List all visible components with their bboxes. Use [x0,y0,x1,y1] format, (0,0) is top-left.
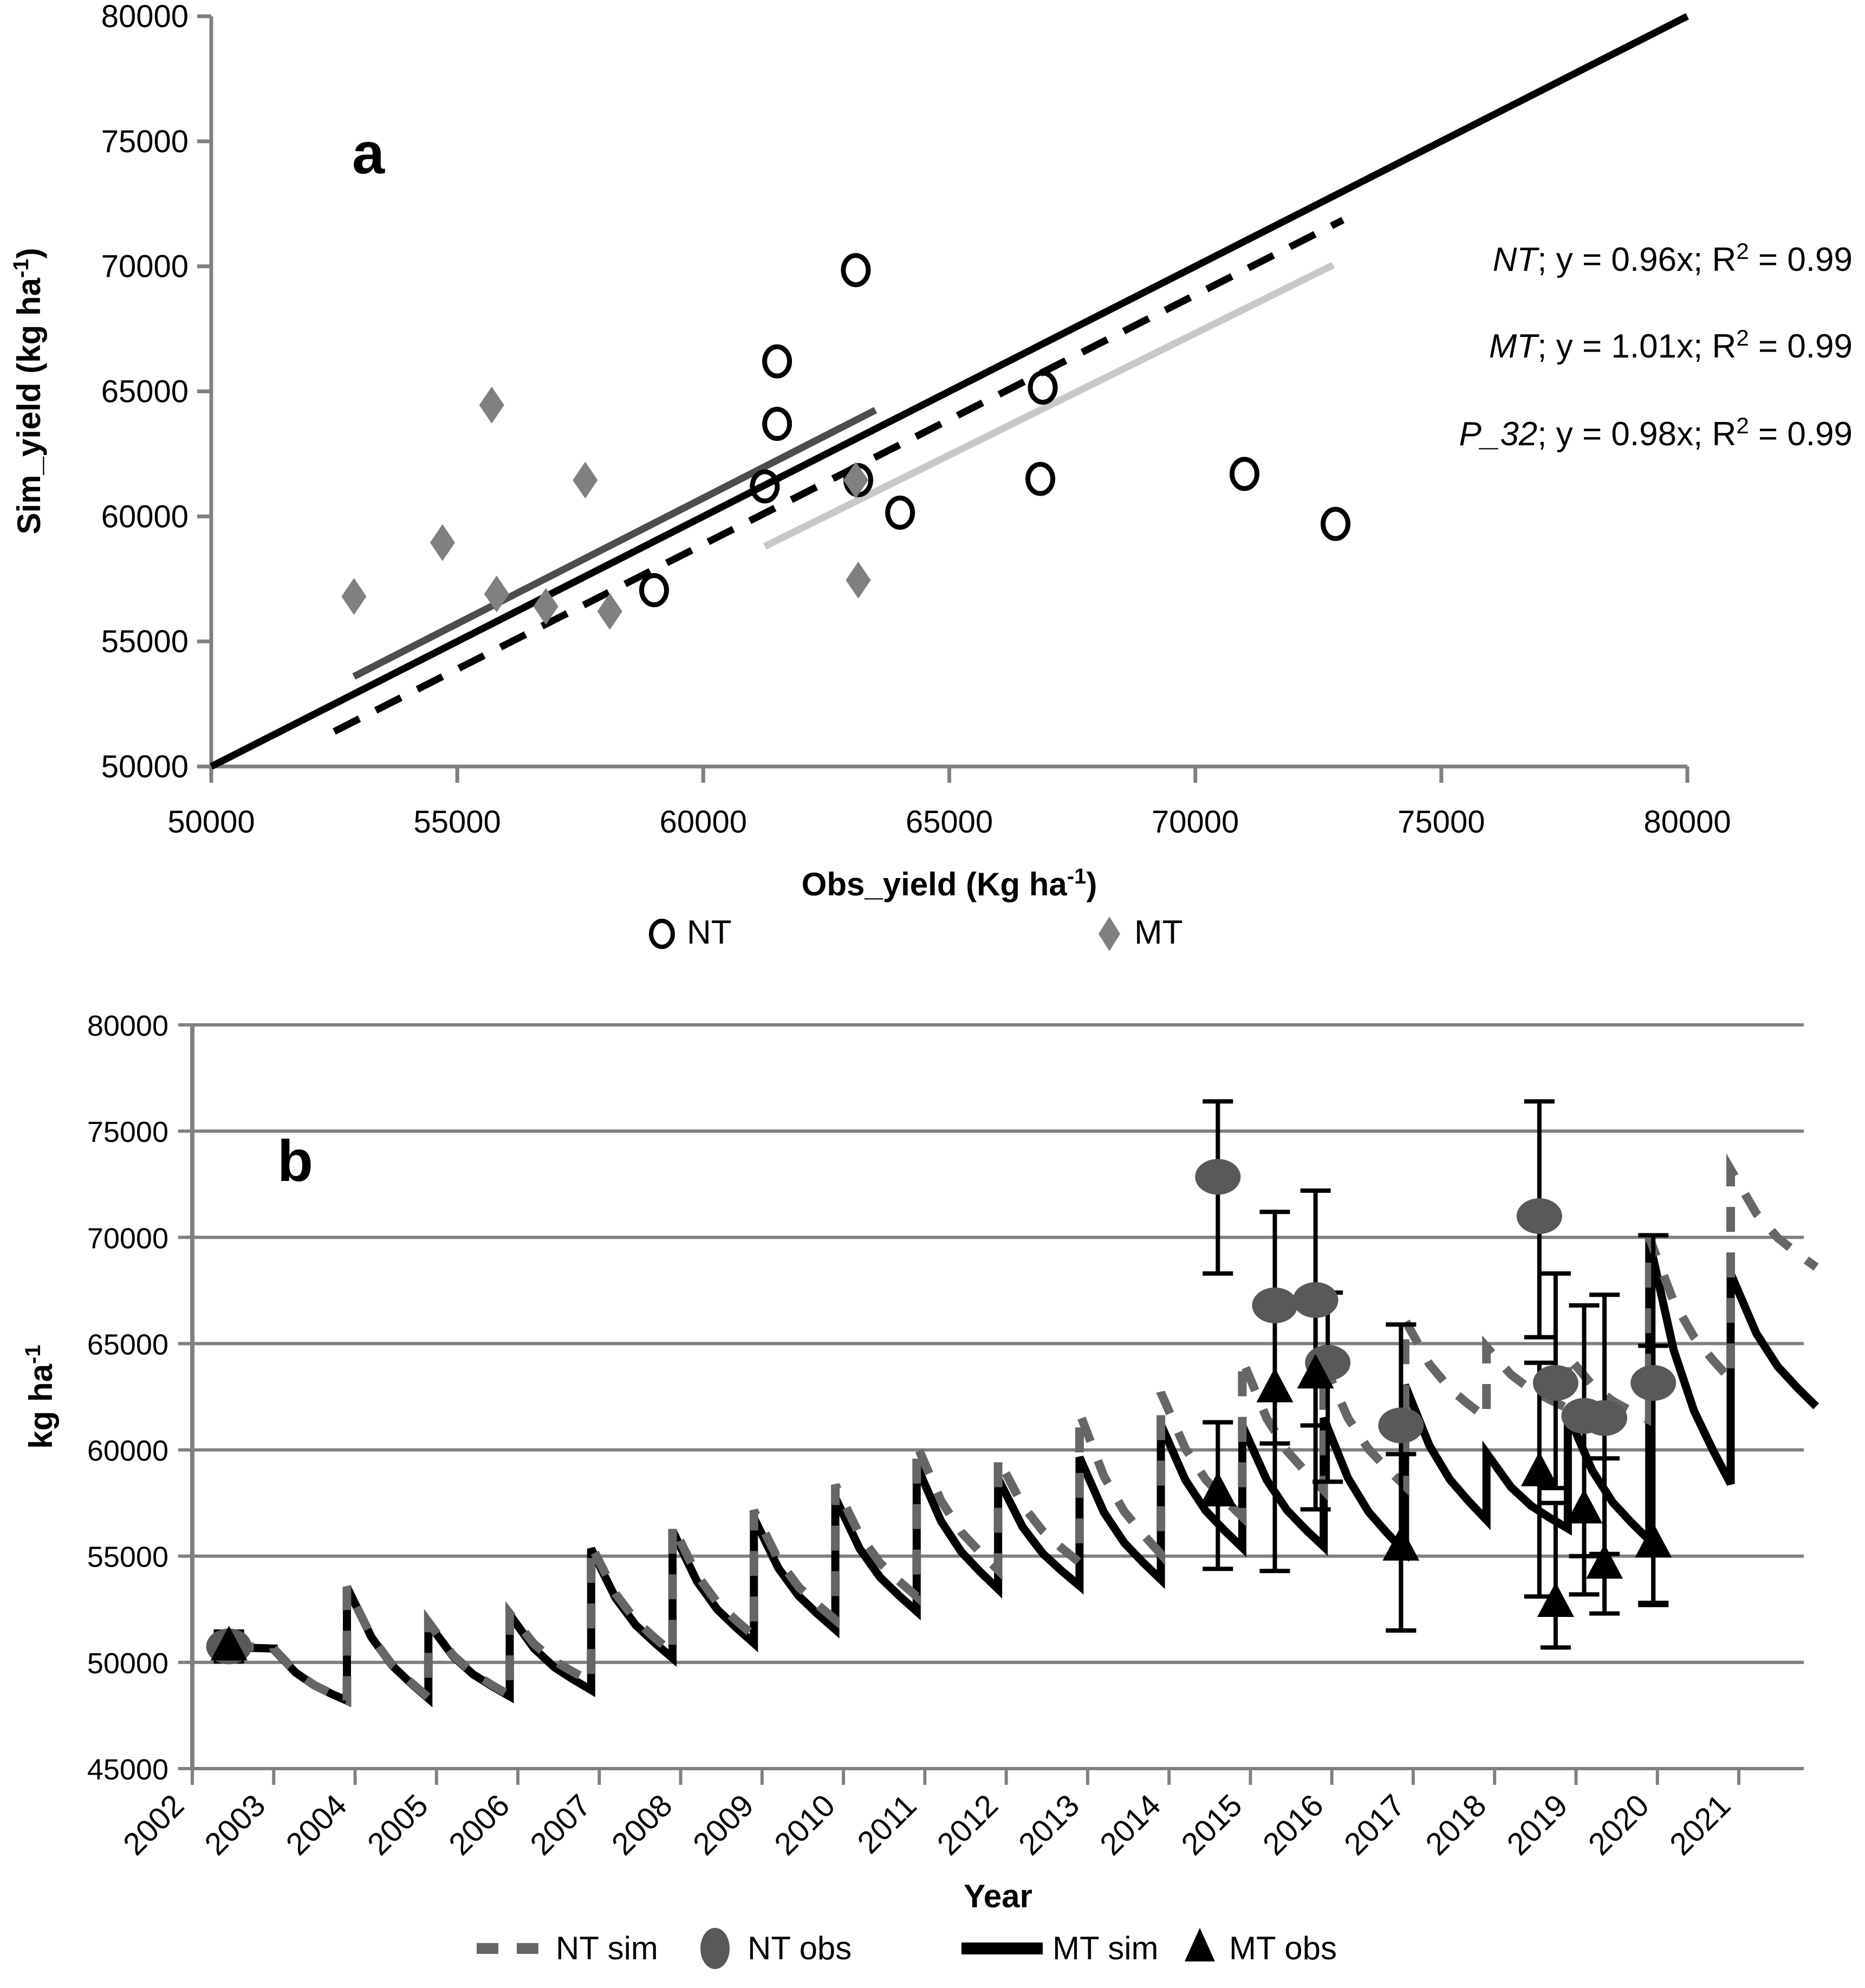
panel-b-x-axis-title: Year [964,1878,1032,1914]
panel-a-point-nt [1028,464,1053,493]
panel-b-point-nt-obs [1517,1198,1562,1234]
panel-b-legend-mt-obs-icon [1185,1928,1215,1961]
panel-b-point-nt-obs [1195,1159,1240,1194]
panel-b-x-tick-label: 2010 [768,1788,842,1862]
panel-a-fit-line [765,265,1333,546]
panel-b-y-tick-label: 55000 [87,1541,168,1574]
panel-b-point-nt-obs [1582,1400,1627,1436]
panel-a-point-mt [479,387,504,424]
panel-a-point-nt [765,410,790,439]
panel-a-point-nt [1232,459,1257,489]
panel-b-x-tick-label: 2016 [1256,1788,1330,1862]
panel-b-legend-nt-obs-label: NT obs [748,1930,852,1966]
panel-a-y-tick-label: 60000 [101,499,189,535]
panel-b-x-tick-label: 2008 [605,1788,679,1862]
panel-a-x-tick-label: 80000 [1643,804,1731,840]
panel-a-point-mt [846,562,870,599]
panel-a-x-tick-label: 65000 [905,804,993,840]
panel-b-x-tick-label: 2003 [198,1788,272,1862]
panel-b-x-tick-label: 2020 [1581,1788,1656,1862]
panel-a-x-tick-label: 60000 [659,804,747,840]
panel-b-y-tick-label: 75000 [87,1116,168,1149]
panel-a-nt-eq: NT; y = 0.96x; $R^2 = 0.99$ [1492,238,1853,278]
panel-a-point-nt [642,576,667,605]
panel-a-y-tick-label: 55000 [101,624,189,660]
panel-a [9,0,1853,951]
panel-a-y-axis-title-text: Sim_yield (kg $ha^{-1}$) [9,248,47,535]
panel-b-x-tick-label: 2019 [1500,1788,1575,1862]
panel-b-point-nt-obs [1630,1365,1676,1401]
panel-a-fit-line [334,220,1343,731]
panel-b-point-mt-obs [1586,1544,1623,1578]
panel-a-x-tick-label: 70000 [1152,804,1239,840]
panel-b-x-tick-label: 2017 [1337,1788,1412,1862]
panel-b-legend-nt-sim-label: NT sim [556,1930,658,1966]
panel-b-point-nt-obs [1252,1288,1298,1323]
panel-a-letter: a [352,120,385,186]
panel-b-point-mt-obs [1257,1368,1294,1402]
panel-a-point-nt [1323,509,1348,538]
panel-a-y-tick-label: 75000 [101,124,189,159]
panel-b-x-tick-label: 2015 [1174,1788,1249,1862]
panel-b-x-tick-label: 2013 [1011,1788,1087,1862]
panel-a-fit-line [211,16,1687,766]
panel-a-point-nt [843,256,868,285]
panel-a-y-tick-label: 50000 [101,749,189,784]
panel-a-p32-eq: P_32; y = 0.98x; $R^2 = 0.99$ [1459,413,1853,453]
panel-a-x-tick-label: 55000 [413,804,501,840]
panel-b-point-nt-obs [1378,1407,1424,1443]
panel-b-x-tick-label: 2018 [1419,1788,1493,1862]
panel-a-y-tick-label: 70000 [101,249,189,284]
panel-a-point-nt [1030,373,1055,402]
panel-b-y-tick-label: 70000 [87,1222,168,1255]
panel-a-x-tick-label: 75000 [1398,804,1485,840]
panel-a-x-tick-label: 50000 [167,804,255,840]
panel-b-y-tick-label: 80000 [87,1010,168,1042]
panel-b-point-mt-obs [1537,1582,1574,1617]
panel-b-x-tick-label: 2021 [1662,1788,1738,1862]
panel-b-x-tick-label: 2014 [1093,1788,1168,1862]
panel-b-x-tick-label: 2012 [930,1788,1005,1862]
panel-b-x-tick-label: 2011 [850,1788,924,1861]
panel-b-legend-mt-sim-label: MT sim [1052,1930,1159,1966]
panel-b-y-tick-label: 50000 [87,1647,168,1680]
panel-a-legend-mt-label: MT [1134,914,1183,951]
panel-a-point-mt [341,578,366,615]
panel-a-point-nt [888,498,913,527]
panel-b-x-tick-label: 2009 [686,1788,761,1862]
panel-a-point-nt [765,347,790,376]
panel-a-legend-nt-label: NT [687,914,732,951]
panel-b-x-tick-label: 2004 [279,1788,354,1862]
panel-b-point-mt-obs [1521,1452,1558,1486]
panel-b-y-axis-title [21,1344,59,1448]
panel-b-x-tick-label: 2007 [523,1788,598,1862]
panel-b-point-nt-obs [1293,1282,1338,1318]
panel-a-mt-eq: MT; y = 1.01x; $R^2 = 0.99$ [1489,325,1853,365]
panel-b-y-tick-label: 65000 [87,1328,168,1361]
panel-a-y-axis-title [9,248,47,534]
panel-b-x-tick-label: 2005 [360,1788,435,1862]
panel-a-y-tick-label: 65000 [101,374,189,410]
panel-a-x-axis-title: Obs_yield (Kg $ha^{-1}$) [801,865,1097,902]
panel-b-legend-nt-obs-icon [700,1928,730,1969]
panel-a-point-mt [430,524,455,561]
panel-a-y-tick-label: 80000 [101,0,189,34]
panel-b [21,1010,1816,1969]
panel-b-letter: b [277,1128,313,1193]
panel-b-point-nt-obs [1533,1365,1578,1401]
panel-a-point-mt [573,462,597,498]
panel-b-y-tick-label: 45000 [87,1753,168,1786]
panel-b-y-tick-label: 60000 [87,1434,168,1467]
panel-b-y-axis-title-text: kg $ha^{-1}$ [21,1344,59,1449]
panel-a-legend-mt-icon [1099,917,1120,951]
panel-b-mt-sim-line [229,1240,1816,1700]
panel-b-x-tick-label: 2002 [116,1788,191,1862]
panel-a-legend-nt-icon [651,921,673,947]
panel-b-x-tick-label: 2006 [442,1788,517,1862]
panel-b-legend-mt-obs-label: MT obs [1229,1930,1337,1966]
